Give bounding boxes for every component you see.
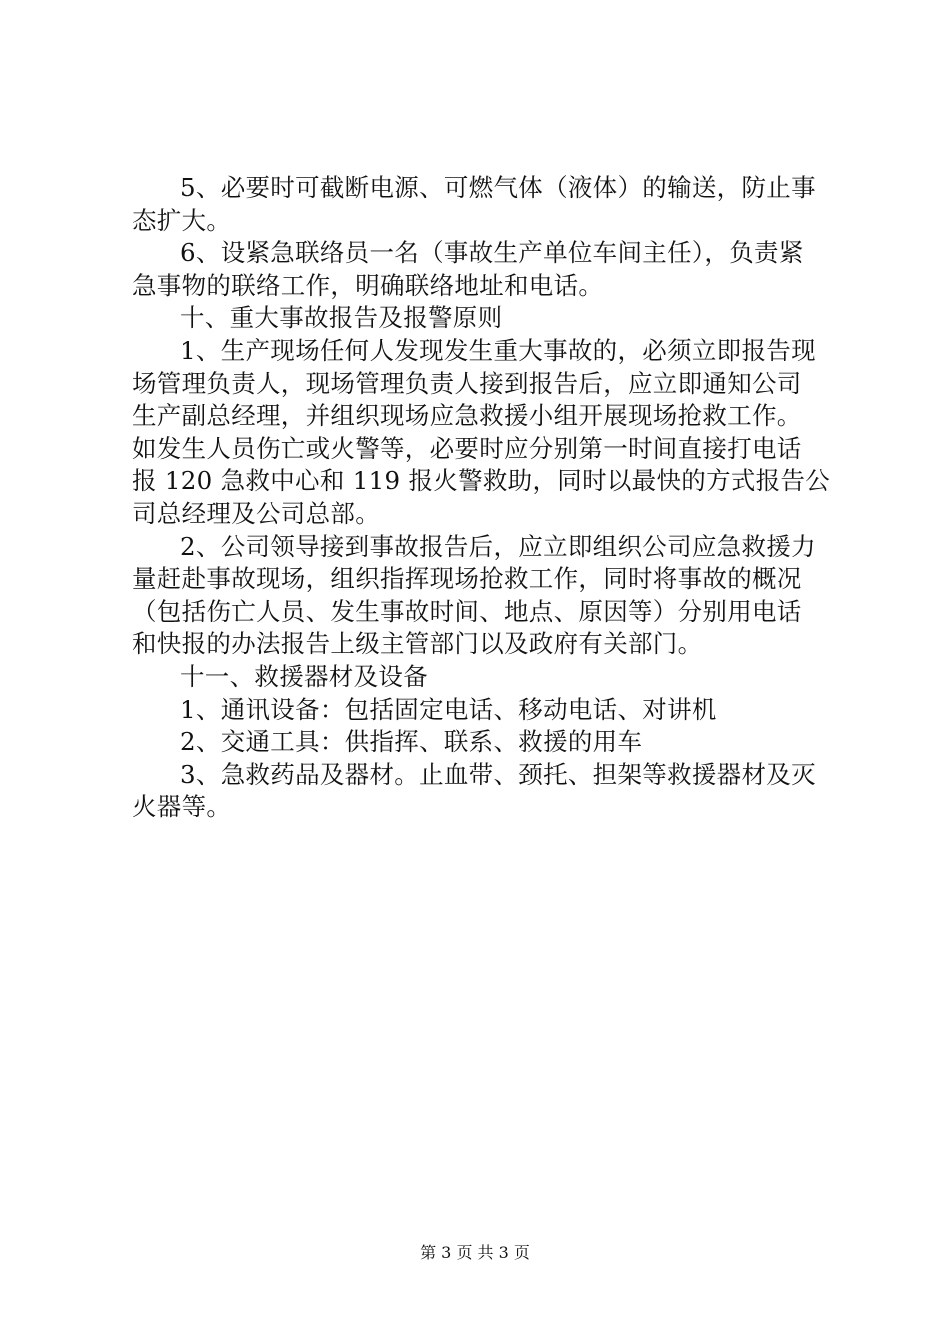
text-line: 5、必要时可截断电源、可燃气体（液体）的输送，防止事 bbox=[180, 173, 816, 202]
list-item-transport bbox=[132, 726, 837, 759]
section-heading-accident-report bbox=[132, 302, 837, 335]
text-line: 1、通讯设备：包括固定电话、移动电话、对讲机 bbox=[180, 694, 717, 724]
text-line: 6、设紧急联络员一名（事故生产单位车间主任），负责紧 bbox=[180, 238, 804, 268]
paragraph-cut-power bbox=[132, 172, 837, 237]
text-line: 生产副总经理，并组织现场应急救援小组开展现场抢救工作。 bbox=[132, 401, 802, 431]
text-line: （包括伤亡人员、发生事故时间、地点、原因等）分别用电话 bbox=[132, 596, 802, 626]
text-line: 火器等。 bbox=[132, 792, 232, 822]
section-heading: 十一、救援器材及设备 bbox=[180, 661, 428, 691]
list-item-communication bbox=[132, 694, 837, 727]
text-line: 态扩大。 bbox=[132, 205, 232, 235]
text-line: 2、公司领导接到事故报告后，应立即组织公司应急救援力 bbox=[180, 531, 816, 561]
paragraph-leadership-response bbox=[132, 531, 837, 661]
text-line: 司总经理及公司总部。 bbox=[132, 498, 380, 528]
text-line: 量赶赴事故现场，组织指挥现场抢救工作，同时将事故的概况 bbox=[132, 564, 802, 594]
text-line: 3、急救药品及器材。止血带、颈托、担架等救援器材及灭 bbox=[180, 759, 816, 789]
text-line: 1、生产现场任何人发现发生重大事故的，必须立即报告现 bbox=[180, 335, 816, 365]
text-line: 2、交通工具：供指挥、联系、救援的用车 bbox=[180, 727, 643, 757]
text-line: 报 120 急救中心和 119 报火警救助，同时以最快的方式报告公 bbox=[132, 466, 831, 496]
document-body bbox=[132, 172, 837, 824]
text-line: 如发生人员伤亡或火警等，必要时应分别第一时间直接打电话 bbox=[132, 433, 802, 463]
text-line: 急事物的联络工作，明确联络地址和电话。 bbox=[132, 270, 604, 300]
list-item-first-aid bbox=[132, 759, 837, 824]
text-line: 和快报的办法报告上级主管部门以及政府有关部门。 bbox=[132, 629, 703, 659]
page-number: 第 3 页 共 3 页 bbox=[420, 1243, 530, 1262]
paragraph-report-procedure bbox=[132, 335, 837, 531]
section-heading: 十、重大事故报告及报警原则 bbox=[180, 303, 503, 333]
section-heading-rescue-equipment bbox=[132, 661, 837, 694]
paragraph-liaison-officer bbox=[132, 237, 837, 302]
text-line: 场管理负责人，现场管理负责人接到报告后，应立即通知公司 bbox=[132, 368, 802, 398]
